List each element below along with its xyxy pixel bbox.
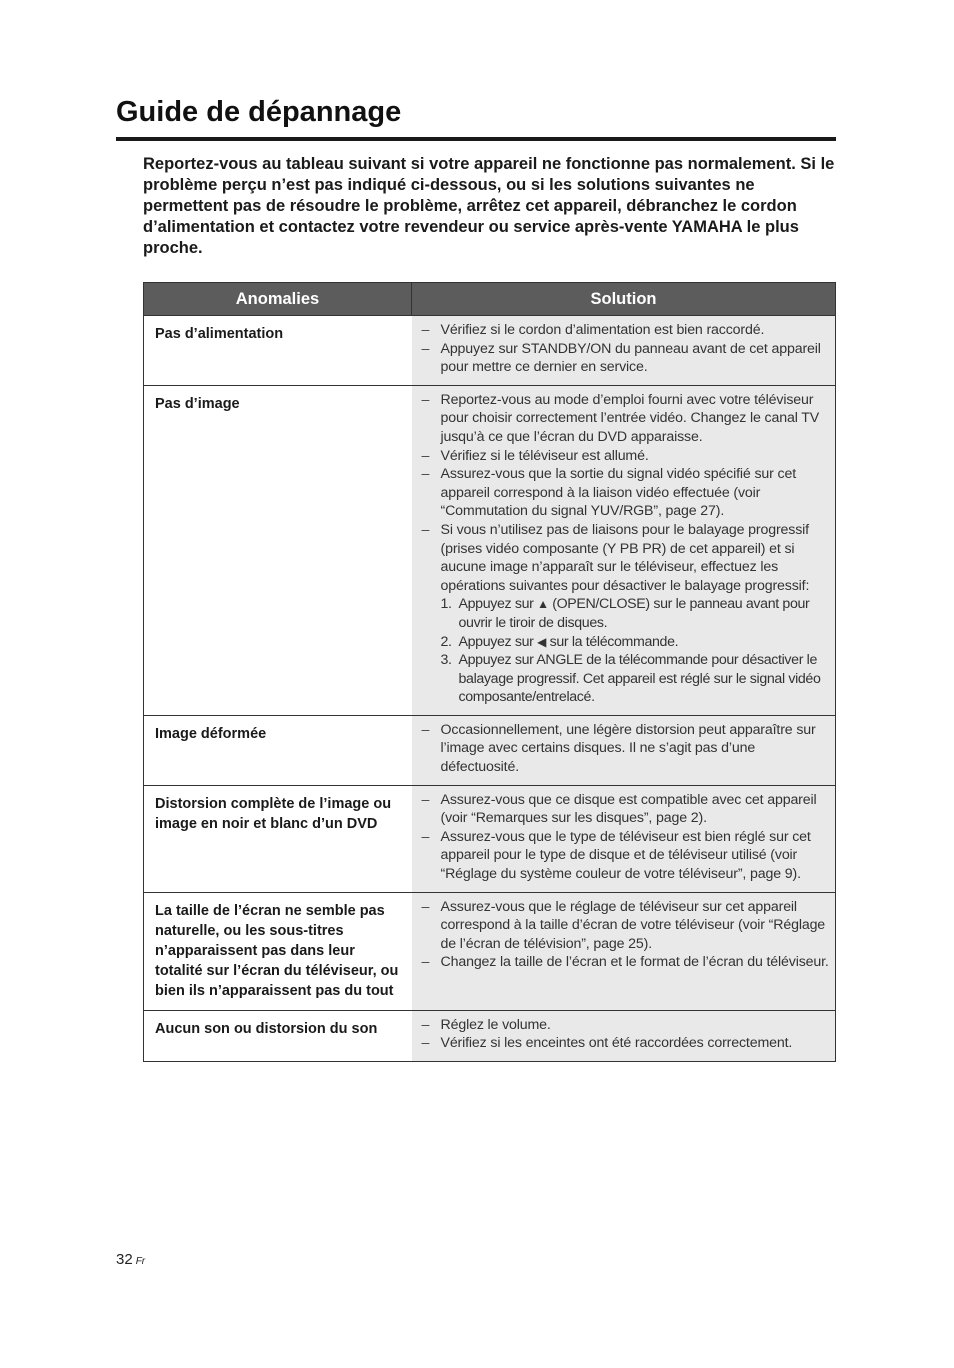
- solution-item: – Appuyez sur STANDBY/ON du panneau avant de cet appareil pour mettre ce dernier en service.: [422, 340, 834, 377]
- solution-list: [422, 898, 834, 972]
- left-arrow-icon: ◀: [537, 634, 546, 649]
- step-text: sur la télécommande.: [546, 633, 679, 650]
- solution-list: [422, 1016, 834, 1053]
- solution-item: – Vérifiez si les enceintes ont été raccordées correctement.: [422, 1034, 834, 1053]
- solution-cell: [412, 316, 836, 386]
- solution-list: [422, 321, 834, 377]
- step-item: [441, 595, 834, 632]
- solution-cell: [412, 1010, 836, 1061]
- problem-cell: Aucun son ou distorsion du son: [144, 1010, 412, 1061]
- solution-item: – Changez la taille de l’écran et le format de l’écran du téléviseur.: [422, 953, 834, 972]
- page-number: [116, 1251, 145, 1268]
- solution-item: – Réglez le volume.: [422, 1016, 834, 1035]
- language-code: Fr: [135, 1256, 146, 1267]
- step-text: Appuyez sur ANGLE de la télécommande pour désactiver le balayage progressif. Cet appareil est réglé sur le signal vidéo composante/entrelacé.: [458, 652, 821, 706]
- table-row: [144, 892, 836, 1010]
- header-anomalies: Anomalies: [144, 283, 412, 316]
- step-text: Appuyez sur: [458, 633, 538, 650]
- solution-item: [422, 521, 834, 707]
- troubleshooting-table: [143, 282, 836, 1062]
- solution-item: – Vérifiez si le cordon d’alimentation est bien raccordé.: [422, 321, 834, 340]
- solution-item: – Occasionnellement, une légère distorsion peut apparaître sur l’image avec certains disques. Il ne s’agit pas d’une défectuosité.: [422, 721, 834, 777]
- table-row: [144, 385, 836, 715]
- table-header-row: [144, 283, 836, 316]
- table-row: [144, 715, 836, 785]
- page-number-value: 32: [116, 1251, 133, 1268]
- solution-item: – Vérifiez si le téléviseur est allumé.: [422, 447, 834, 466]
- step-text: (OPEN/CLOSE) sur le panneau avant pour ouvrir le tiroir de disques.: [458, 596, 810, 631]
- solution-item: – Reportez-vous au mode d’emploi fourni avec votre téléviseur pour choisir correctement l’entrée vidéo. Changez le canal TV jusqu’à ce que l’écran du DVD apparaisse.: [422, 391, 834, 447]
- problem-cell: La taille de l’écran ne semble pas naturelle, ou les sous-titres n’apparaissent pas dans leur totalité sur l’écran du téléviseur, ou bien ils n’apparaissent pas du tout: [144, 892, 412, 1010]
- table-row: [144, 785, 836, 892]
- steps-list: [441, 595, 834, 707]
- step-text: Appuyez sur: [458, 596, 538, 613]
- solution-cell: [412, 385, 836, 715]
- step-item: [441, 633, 834, 652]
- problem-cell: Image déformée: [144, 715, 412, 785]
- solution-list: [422, 791, 834, 884]
- solution-list: [422, 391, 834, 707]
- problem-cell: Pas d’alimentation: [144, 316, 412, 386]
- page-title: Guide de dépannage: [116, 96, 836, 141]
- solution-item: – Assurez-vous que le type de téléviseur est bien réglé sur cet appareil pour le type de disque et de téléviseur utilisé (voir “Réglage du système couleur de votre téléviseur”, page 9).: [422, 828, 834, 884]
- eject-icon: ▲: [537, 597, 549, 612]
- header-solution: Solution: [412, 283, 836, 316]
- problem-cell: Distorsion complète de l’image ou image en noir et blanc d’un DVD: [144, 785, 412, 892]
- solution-item: – Assurez-vous que le réglage de téléviseur sur cet appareil correspond à la taille d’écran de votre téléviseur (voir “Réglage de l’écran de télévision”, page 25).: [422, 898, 834, 954]
- table-row: [144, 316, 836, 386]
- step-number: 1.: [440, 596, 452, 613]
- table-row: [144, 1010, 836, 1061]
- solution-item-text: Si vous n’utilisez pas de liaisons pour le balayage progressif (prises vidéo composante (Y PB PR) de cet appareil) et si aucune image n’apparaît sur le téléviseur, effectuez les opérations suivantes pour désactiver le balayage progressif:: [440, 521, 810, 594]
- solution-cell: [412, 715, 836, 785]
- step-item: [441, 651, 834, 707]
- solution-list: [422, 721, 834, 777]
- solution-item: – Assurez-vous que la sortie du signal vidéo spécifié sur cet appareil correspond à la liaison vidéo effectuée (voir “Commutation du signal YUV/RGB”, page 27).: [422, 465, 834, 521]
- solution-cell: [412, 785, 836, 892]
- solution-item: – Assurez-vous que ce disque est compatible avec cet appareil (voir “Remarques sur les disques”, page 2).: [422, 791, 834, 828]
- step-number: 2.: [440, 633, 452, 650]
- step-number: 3.: [440, 652, 452, 669]
- problem-cell: Pas d’image: [144, 385, 412, 715]
- intro-paragraph: Reportez-vous au tableau suivant si votre appareil ne fonctionne pas normalement. Si le problème perçu n’est pas indiqué ci-dessous, ou si les solutions suivantes ne permettent pas de résoudre le problème, arrêtez cet appareil, débranchez le cordon d’alimentation et contactez votre revendeur ou service après-vente YAMAHA le plus proche.: [143, 155, 835, 257]
- solution-cell: [412, 892, 836, 1010]
